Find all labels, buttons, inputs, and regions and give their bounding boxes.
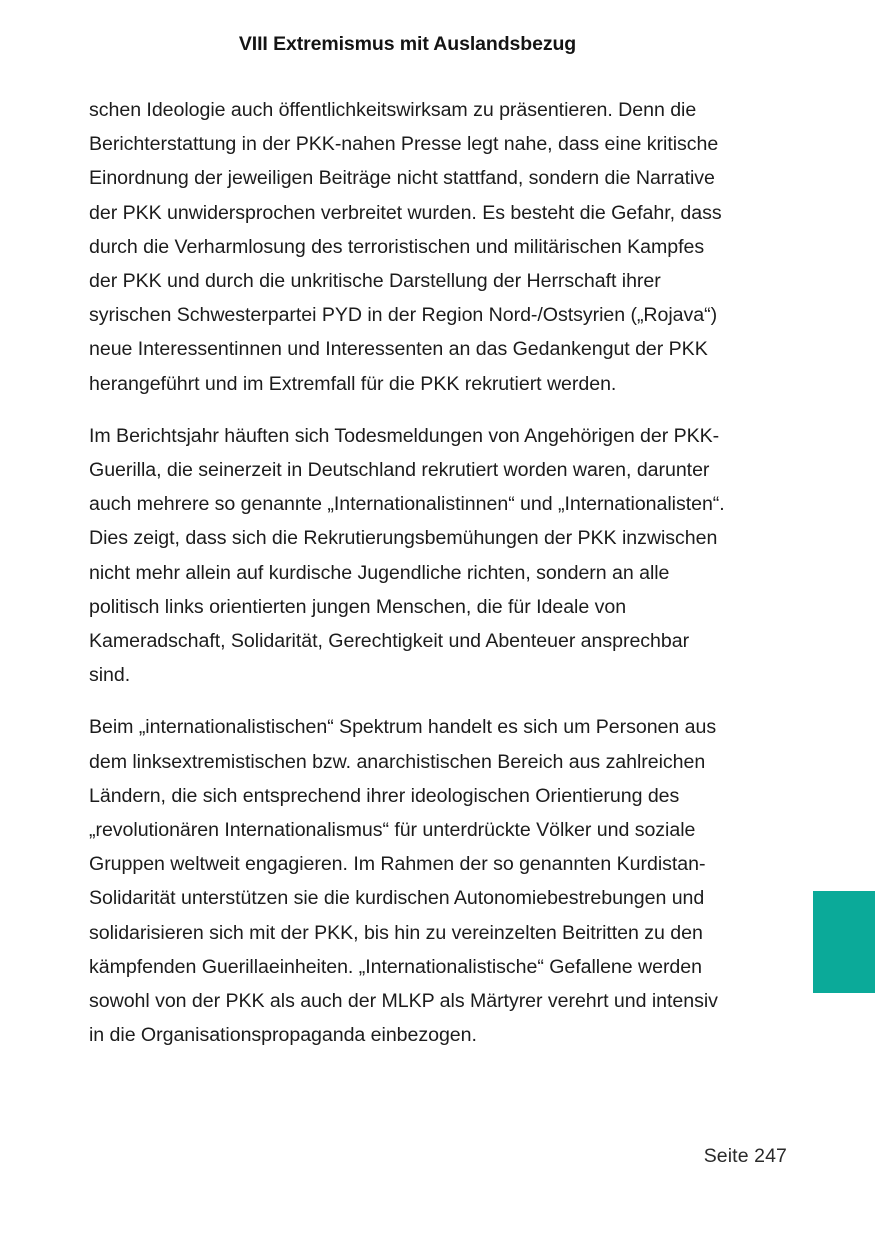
page-number-footer: Seite 247 <box>703 1145 787 1167</box>
body-text-column <box>89 93 731 1052</box>
body-paragraph-2: Im Berichtsjahr häuften sich Todesmeldungen von Angehörigen der PKK-Guerilla, die seinerzeit in Deutschland rekrutiert worden waren, darunter auch mehrere so genannte „Internationalistinnen“ und „Internationalisten“. Dies zeigt, dass sich die Rekrutierungsbemühungen der PKK inzwischen nicht mehr allein auf kurdische Jugendliche richten, sondern an alle politisch links orientierten jungen Menschen, die für Ideale von Kameradschaft, Solidarität, Gerechtigkeit und Abenteuer ansprechbar sind. <box>89 424 731 687</box>
running-head: VIII Extremismus mit Auslandsbezug <box>238 33 577 55</box>
body-paragraph-1: schen Ideologie auch öffentlichkeitswirksam zu präsentieren. Denn die Berichterstattung in der PKK-nahen Presse legt nahe, dass eine kritische Einordnung der jeweiligen Beiträge nicht stattfand, sondern die Narrative der PKK unwidersprochen verbreitet wurden. Es besteht die Gefahr, dass durch die Verharmlosung des terroristischen und militärischen Kampfes der PKK und durch die unkritische Darstellung der Herrschaft ihrer syrischen Schwesterpartei PYD in der Region Nord-/Ostsyrien („Rojava“) neue Interessentinnen und Interessenten an das Gedankengut der PKK herangeführt und im Extremfall für die PKK rekrutiert werden. <box>89 99 727 395</box>
chapter-edge-tab <box>813 891 875 993</box>
body-paragraph-3: Beim „internationalistischen“ Spektrum handelt es sich um Personen aus dem linksextremistischen bzw. anarchistischen Bereich aus zahlreichen Ländern, die sich entsprechend ihrer ideologischen Orientierung des „revolutionären Internationalismus“ für unterdrückte Völker und soziale Gruppen weltweit engagieren. Im Rahmen der so genannten Kurdistan-Solidarität unterstützen sie die kurdischen Autonomiebestrebungen und solidarisieren sich mit der PKK, bis hin zu vereinzelten Beitritten zu den kämpfenden Guerillaeinheiten. „Internationalistische“ Gefallene werden sowohl von der PKK als auch der MLKP als Märtyrer verehrt und intensiv in die Organisationspropaganda einbezogen. <box>89 716 724 1047</box>
